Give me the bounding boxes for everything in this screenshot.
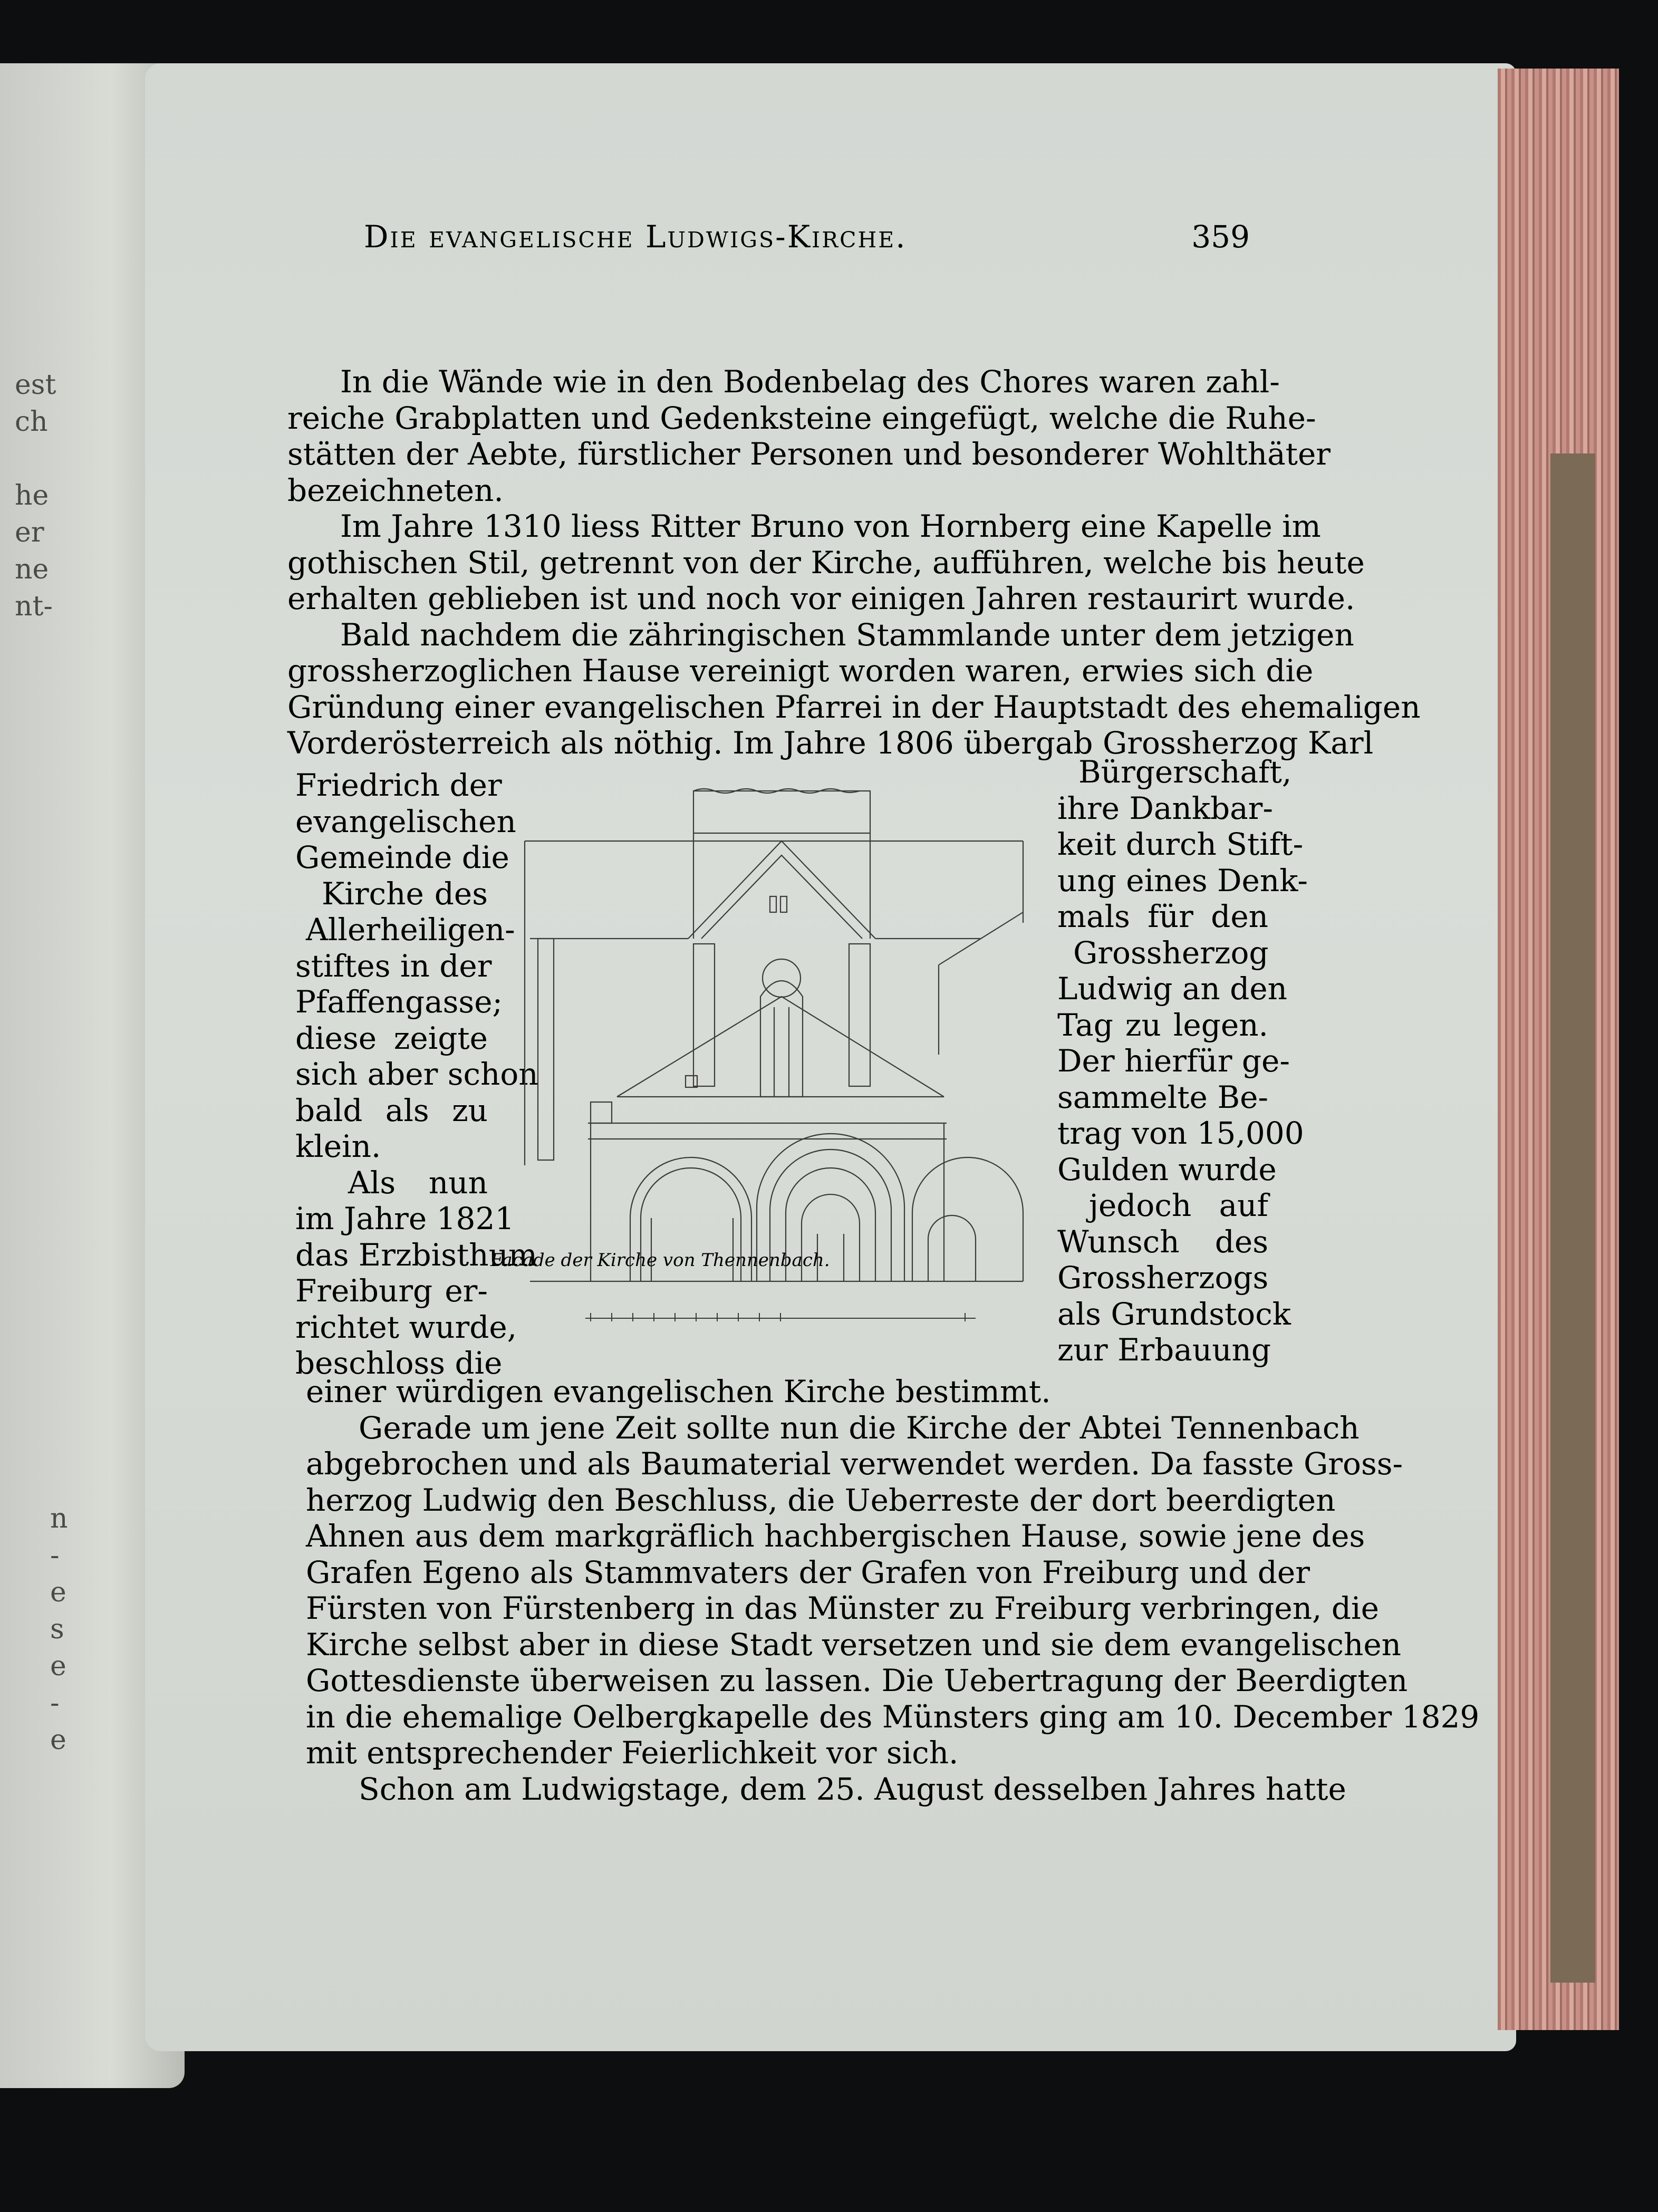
figure-caption: Facade der Kirche von Thennenbach. [490, 1250, 830, 1271]
body-line: Kirche selbst aber in diese Stadt versetzen und sie dem evangelischen [306, 1626, 1402, 1663]
body-line: Vorderösterreich als nöthig. Im Jahre 1806 übergab Grossherzog Karl [287, 725, 1374, 761]
church-facade-figure [364, 691, 1028, 1324]
body-line: mit entsprechender Feierlichkeit vor sich. [306, 1735, 959, 1771]
left-page-fragment: est [15, 369, 56, 401]
body-line: abgebrochen und als Baumaterial verwendet werden. Da fasste Gross- [306, 1446, 1403, 1482]
body-line: erhalten geblieben ist und noch vor einigen Jahren restaurirt wurde. [287, 581, 1355, 616]
left-page-fragment: ch [15, 406, 48, 438]
left-column-line: bald als zu [295, 1092, 488, 1128]
left-column-line: Kirche des [322, 875, 488, 912]
body-line: Gründung einer evangelischen Pfarrei in der Hauptstadt des ehemaligen [287, 689, 1421, 725]
right-column-line: mals für den [1057, 899, 1268, 934]
right-column-line: Bürgerschaft, [1078, 754, 1292, 790]
left-column-line: sich aber schon [295, 1056, 538, 1092]
body-line: In die Wände wie in den Bodenbelag des Chores waren zahl- [340, 364, 1280, 400]
right-column-line: Tag zu legen. [1057, 1007, 1268, 1043]
body-line: einer würdigen evangelischen Kirche bestimmt. [306, 1374, 1051, 1409]
left-page-fragment: - [50, 1540, 60, 1571]
right-column-line: keit durch Stift- [1057, 826, 1304, 862]
left-column-line: Pfaffengasse; [295, 984, 503, 1020]
body-line: Bald nachdem die zähringischen Stammlande unter dem jetzigen [340, 616, 1354, 653]
body-line: reiche Grabplatten und Gedenksteine eingefügt, welche die Ruhe- [287, 400, 1316, 436]
page-block-shadow [1550, 453, 1595, 1983]
body-line: stätten der Aebte, fürstlicher Personen und besonderer Wohlthäter [287, 436, 1331, 472]
left-column-line: stiftes in der [295, 948, 492, 984]
page-number: 359 [1191, 219, 1250, 255]
body-line: grossherzoglichen Hause vereinigt worden waren, erwies sich die [287, 653, 1314, 689]
body-line: Ahnen aus dem markgräflich hachbergischen Hause, sowie jene des [306, 1518, 1365, 1554]
right-column-line: als Grundstock [1057, 1296, 1291, 1332]
right-column-line: trag von 15,000 [1057, 1115, 1304, 1151]
right-column-line: ihre Dankbar- [1057, 790, 1274, 826]
right-column-line: Ludwig an den [1057, 971, 1287, 1007]
left-page-fragment: n [50, 1503, 68, 1534]
left-page-fragment: e [50, 1724, 66, 1756]
right-column-line: Wunsch des [1057, 1223, 1268, 1260]
body-line: herzog Ludwig den Beschluss, die Ueberreste der dort beerdigten [306, 1482, 1336, 1518]
right-column-line: jedoch auf [1089, 1187, 1268, 1223]
body-line: Gottesdienste überweisen zu lassen. Die Uebertragung der Beerdigten [306, 1663, 1408, 1698]
left-column-line: Freiburg er- [295, 1273, 488, 1309]
left-column-line: Als nun [348, 1164, 488, 1201]
left-column-line: Allerheiligen- [306, 912, 515, 948]
right-column-line: sammelte Be- [1057, 1079, 1268, 1115]
left-column-line: Friedrich der [295, 767, 502, 803]
running-title: Die evangelische Ludwigs-Kirche. [364, 219, 907, 255]
left-column-line: diese zeigte [295, 1020, 488, 1056]
right-column-line: ung eines Denk- [1057, 862, 1308, 899]
left-column-line: beschloss die [295, 1345, 503, 1381]
body-line: Grafen Egeno als Stammvaters der Grafen von Freiburg und der [306, 1554, 1310, 1590]
body-line: Fürsten von Fürstenberg in das Münster zu Freiburg verbringen, die [306, 1590, 1379, 1626]
left-page-fragment: he [15, 480, 49, 511]
left-page-fragment: - [50, 1687, 60, 1719]
body-line: Im Jahre 1310 liess Ritter Bruno von Hornberg eine Kapelle im [340, 508, 1321, 544]
left-column-line: das Erzbisthum [295, 1237, 537, 1273]
left-page-fragment: nt- [15, 591, 53, 622]
body-line: Schon am Ludwigstage, dem 25. August desselben Jahres hatte [359, 1771, 1346, 1807]
running-header [364, 219, 1250, 261]
left-column-line: richtet wurde, [295, 1309, 517, 1345]
body-line: Gerade um jene Zeit sollte nun die Kirche der Abtei Tennenbach [359, 1409, 1360, 1446]
right-column-line: zur Erbauung [1057, 1332, 1271, 1368]
right-column-line: Grossherzogs [1057, 1260, 1269, 1296]
right-column-line: Gulden wurde [1057, 1151, 1277, 1187]
left-column-line: Gemeinde die [295, 839, 509, 875]
left-page-fragment: e [50, 1650, 66, 1682]
left-column-line: evangelischen [295, 803, 516, 839]
left-page-fragment: e [50, 1577, 66, 1608]
church-facade-drawing [364, 691, 1028, 1324]
body-line: gothischen Stil, getrennt von der Kirche, aufführen, welche bis heute [287, 544, 1365, 581]
right-column-line: Der hierfür ge- [1057, 1043, 1290, 1079]
left-column-line: im Jahre 1821 [295, 1201, 515, 1237]
left-column-line: klein. [295, 1128, 381, 1164]
body-line: bezeichneten. [287, 472, 504, 508]
body-line: in die ehemalige Oelbergkapelle des Münsters ging am 10. December 1829 [306, 1698, 1480, 1735]
right-column-line: Grossherzog [1073, 934, 1269, 971]
left-page-fragment: er [15, 517, 44, 548]
left-page-fragment: ne [15, 554, 49, 585]
left-page-fragment: s [50, 1614, 64, 1645]
